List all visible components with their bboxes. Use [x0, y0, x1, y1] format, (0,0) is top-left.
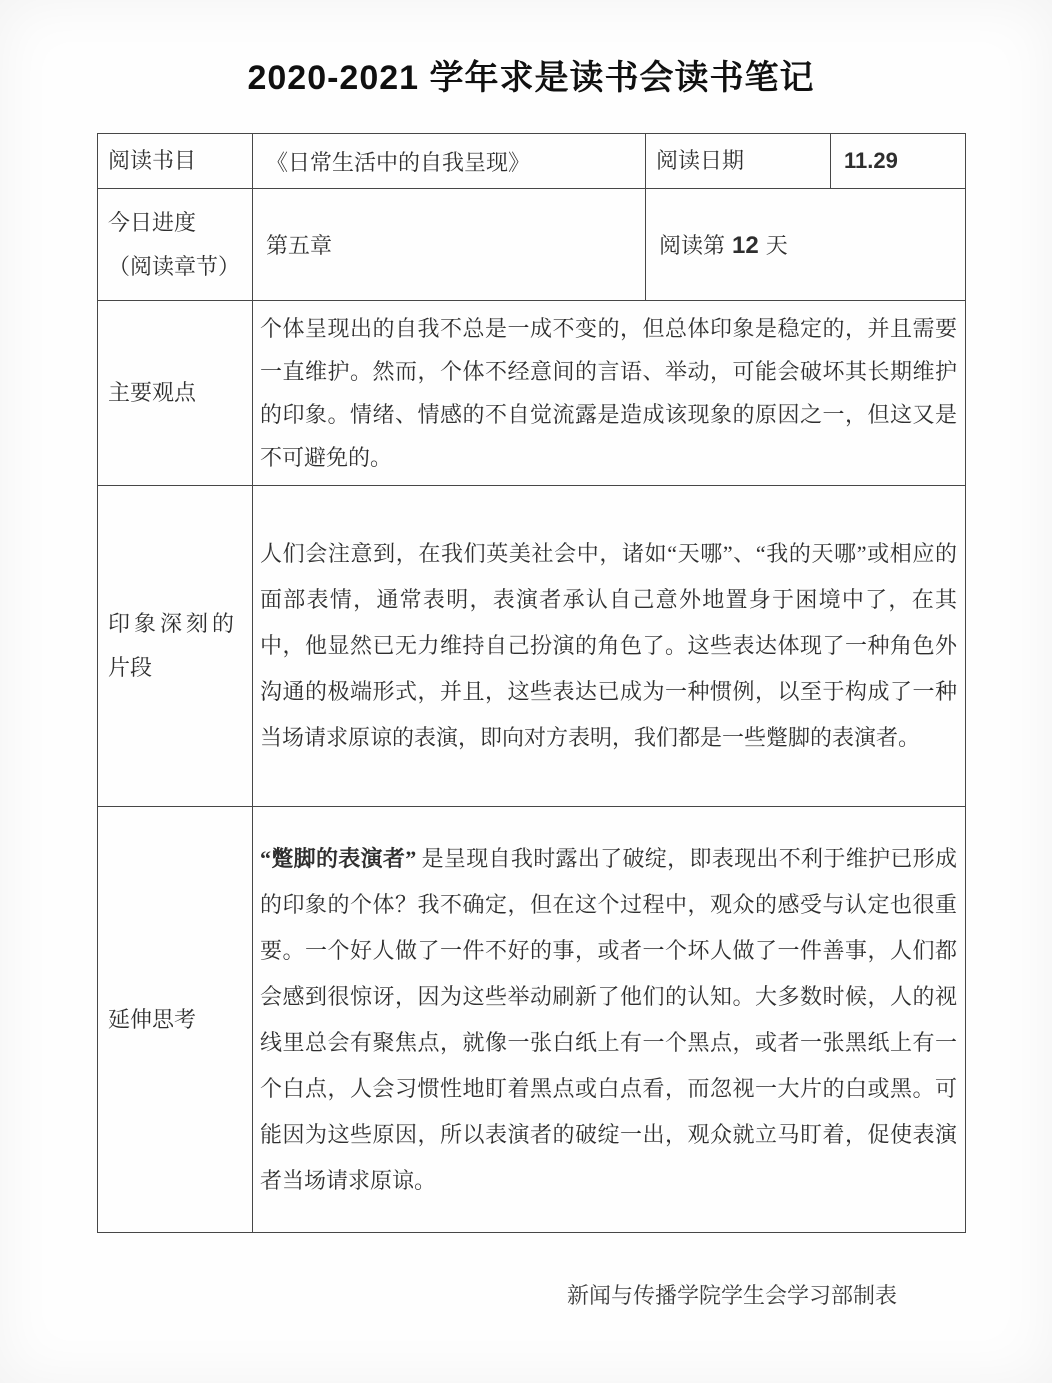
chapter-value: 第五章 [253, 189, 646, 301]
extended-thinking-label: 延伸思考 [98, 807, 253, 1233]
reading-day-number: 12 [732, 232, 759, 259]
extended-thinking-body: 是呈现自我时露出了破绽，即表现出不利于维护已形成的印象的个体？我不确定，但在这个过程中，观众的感受与认定也很重要。一个好人做了一件不好的事，或者一个坏人做了一件善事，人们都会感到很惊讶，因为这些举动刷新了他们的认知。大多数时候，人的视线里总会有聚焦点，就像一张白纸上有一个黑点，或者一张黑纸上有一个白点，人会习惯性地盯着黑点或白点看，而忽视一大片的白或黑。可能因为这些原因，所以表演者的破绽一出，观众就立马盯着，促使表演者当场请求原谅。 [260, 845, 957, 1193]
reading-day-prefix: 阅读第 [659, 233, 726, 258]
main-points-label: 主要观点 [98, 301, 253, 486]
impressive-passage-label: 印象深刻的片段 [98, 486, 253, 807]
page-title: 2020-2021 学年求是读书会读书笔记 [247, 59, 815, 97]
main-points-content: 个体呈现出的自我不总是一成不变的，但总体印象是稳定的，并且需要一直维护。然而，个体不经意间的言语、举动，可能会破坏其长期维护的印象。情绪、情感的不自觉流露是造成该现象的原因之一，但这又是不可避免的。 [253, 301, 966, 486]
today-progress-label [98, 189, 253, 301]
reading-date-value: 11.29 [831, 134, 966, 189]
table-row-book [98, 134, 966, 189]
reading-book-label: 阅读书目 [98, 134, 253, 189]
table-row-main-points [98, 301, 966, 486]
reading-notes-table [97, 133, 966, 1233]
table-row-progress [98, 189, 966, 301]
reading-day-suffix: 天 [765, 233, 788, 258]
extended-thinking-bold-phrase: “蹩脚的表演者” [260, 845, 417, 871]
table-row-impressive-passage [98, 486, 966, 807]
today-progress-label-line2: （阅读章节） [108, 253, 241, 279]
reading-date-label: 阅读日期 [646, 134, 831, 189]
footer-credit: 新闻与传播学院学生会学习部制表 [566, 1283, 897, 1308]
impressive-passage-content: 人们会注意到，在我们英美社会中，诸如“天哪”、“我的天哪”或相应的面部表情，通常表明，表演者承认自己意外地置身于困境中了，在其中，他显然已无力维持自己扮演的角色了。这些表达体现了一种角色外沟通的极端形式，并且，这些表达已成为一种惯例，以至于构成了一种当场请求原谅的表演，即向对方表明，我们都是一些蹩脚的表演者。 [253, 486, 966, 807]
today-progress-label-line1: 今日进度 [108, 209, 197, 235]
extended-thinking-content [253, 807, 966, 1233]
book-title-value: 《日常生活中的自我呈现》 [253, 134, 646, 189]
table-row-extended-thinking [98, 807, 966, 1233]
reading-day-value [646, 189, 966, 301]
